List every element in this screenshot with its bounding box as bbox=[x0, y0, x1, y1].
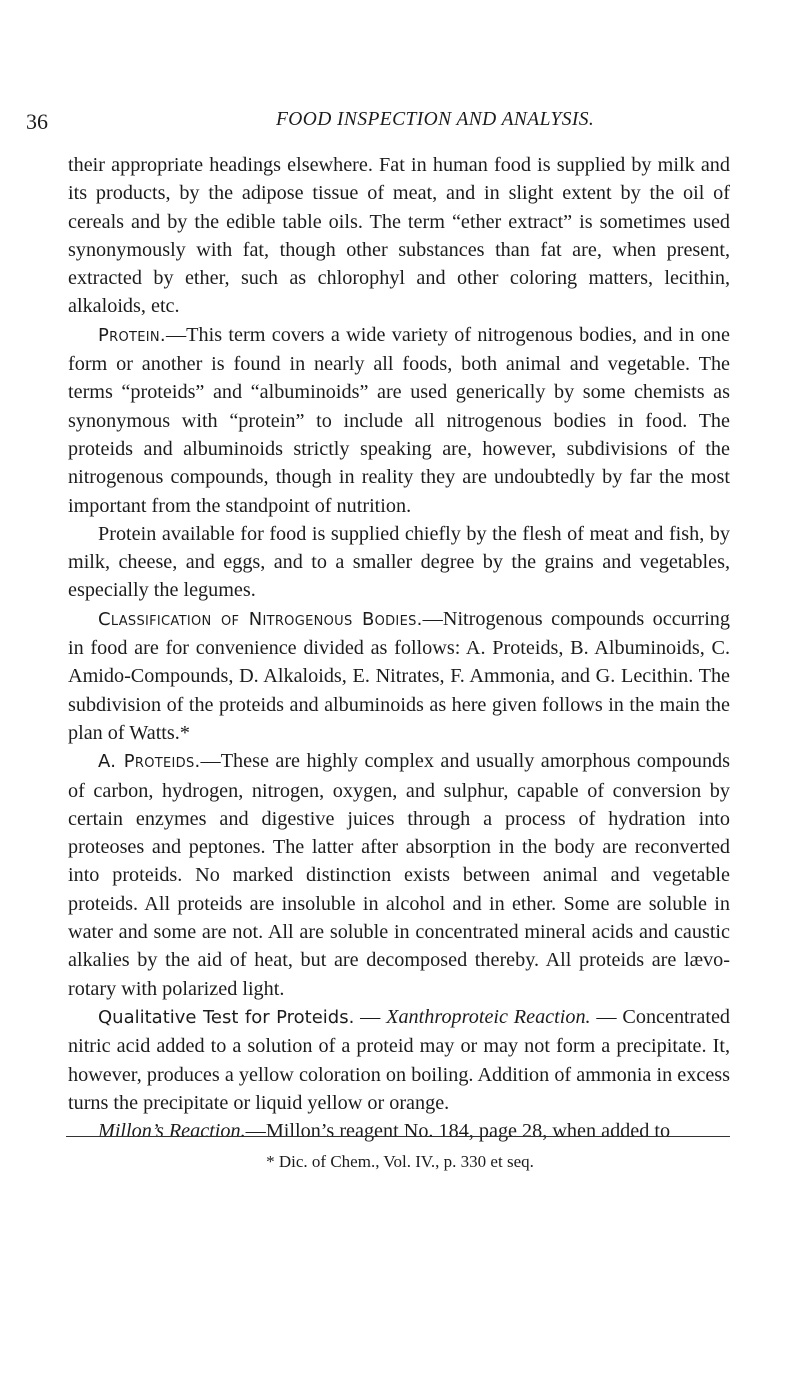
paragraph-text: —These are highly complex and usually amorphous compounds of carbon, hydrogen, nitrogen, oxygen, and sulphur, capable of conversion by certain enzymes and digestive juices through a process of hydration into proteoses and peptones. The latter after absorption in the body are reconverted into proteids. No marked distinction exists between animal and vegetable proteids. All proteids are insoluble in alcohol and in ether. Some are soluble in water and some are not. All are soluble in concentrated mineral acids and caustic alkalies by the aid of heat, but are decomposed thereby. All proteids are lævo-rotary with polarized light. bbox=[68, 750, 730, 1000]
paragraph-fat-continued bbox=[68, 151, 730, 321]
paragraph-text: Protein available for food is supplied chiefly by the flesh of meat and fish, by milk, cheese, and eggs, and to a smaller degree by the grains and vegetables, especially the legumes. bbox=[68, 522, 730, 602]
paragraph-classification bbox=[68, 605, 730, 747]
footnote-rule bbox=[66, 1136, 730, 1137]
page-number: 36 bbox=[26, 109, 48, 134]
paragraph-text: —Millon’s reagent No. 184, page 28, when added to bbox=[245, 1120, 671, 1143]
running-head bbox=[26, 109, 746, 139]
paragraph-text: their appropriate headings elsewhere. Fat in human food is supplied by milk and its products, by the adipose tissue of meat, and in slight extent by the oil of cereals and by the edible table oils. The term “ether extract” is sometimes used synonymously with fat, though other substances than fat are, when present, extracted by ether, such as chlorophyl and other coloring matters, lecithin, alkaloids, etc. bbox=[68, 154, 730, 318]
section-heading-qualitative-test: Qualitative Test for Proteids. bbox=[98, 1006, 355, 1028]
footnote: * Dic. of Chem., Vol. IV., p. 330 et seq. bbox=[266, 1152, 534, 1171]
paragraph-proteids bbox=[68, 747, 730, 1003]
paragraph-protein-sources bbox=[68, 520, 730, 605]
em-dash: — bbox=[590, 1005, 623, 1028]
subheading-millon: Millon’s Reaction. bbox=[98, 1120, 246, 1143]
paragraph-qualitative-test bbox=[68, 1003, 730, 1117]
paragraph-text: —Nitrogenous compounds occurring in food are for convenience divided as follows: A. Proteids, B. Albuminoids, C. Amido-Compounds, D. Alkaloids, E. Nitrates, F. Ammonia, and G. Lecithin. The subdivision of the proteids and albuminoids as here given follows in the main the plan of Watts.* bbox=[68, 607, 730, 744]
paragraph-text: —This term covers a wide variety of nitrogenous bodies, and in one form or another is found in nearly all foods, both animal and vegetable. The terms “proteids” and “albuminoids” are used generically by some chemists as synonymous with “protein” to include all nitrogenous bodies in food. The proteids and albuminoids strictly speaking are, however, subdivisions of the nitrogenous compounds, though in reality they are undoubtedly by far the most important from the standpoint of nutrition. bbox=[68, 323, 730, 517]
section-heading-classification: Classification of Nitrogenous Bodies. bbox=[98, 608, 423, 630]
paragraph-protein bbox=[68, 321, 730, 520]
subheading-xanthroproteic: Xanthroproteic Reaction. bbox=[386, 1005, 591, 1028]
body-text bbox=[68, 151, 730, 1145]
paragraph-text: Concentrated nitric acid added to a solution of a proteid may or may not form a precipitate. It, however, produces a yellow coloration on boiling. Addition of ammonia in excess turns the precipitate or liquid yellow or orange. bbox=[68, 1005, 731, 1114]
paragraph-millon bbox=[68, 1117, 730, 1145]
em-dash: — bbox=[354, 1005, 387, 1028]
section-heading-proteids: A. Proteids. bbox=[98, 751, 201, 773]
running-title: FOOD INSPECTION AND ANALYSIS. bbox=[276, 109, 595, 130]
section-heading-protein: Protein. bbox=[98, 324, 166, 346]
